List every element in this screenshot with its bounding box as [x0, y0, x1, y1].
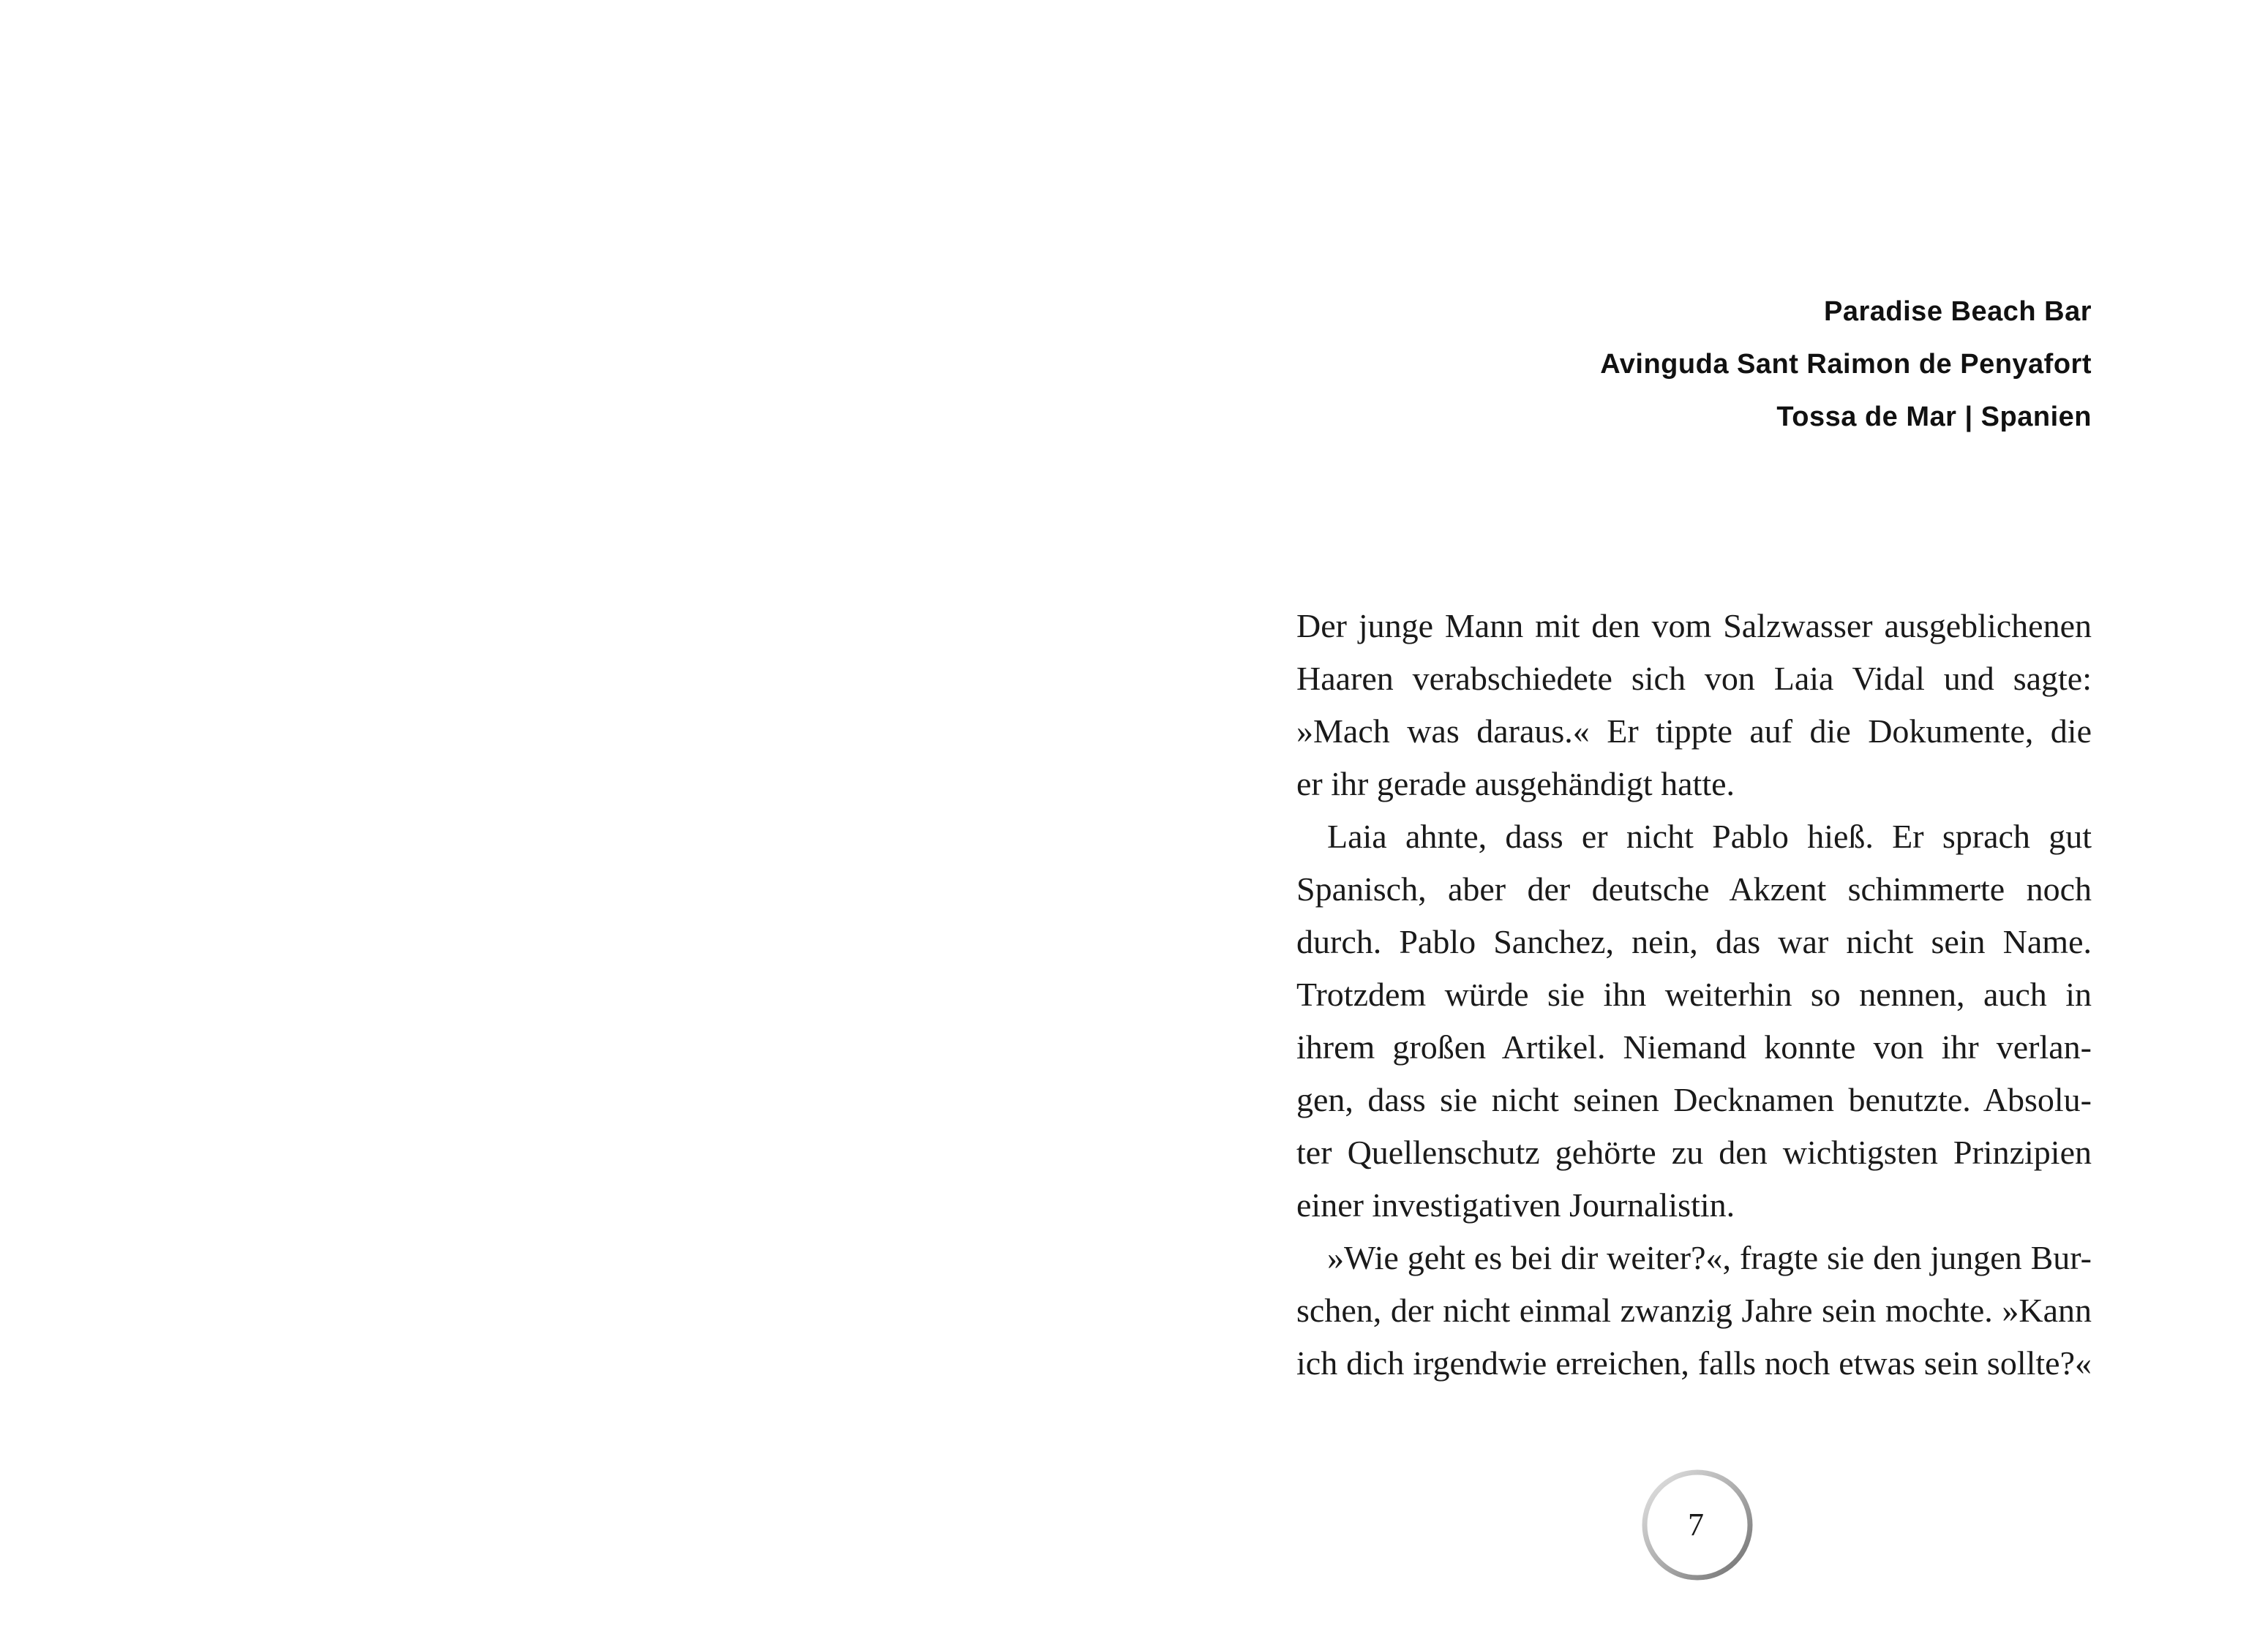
text-line: schen, der nicht einmal zwanzig Jahre sein mochte. »Kann	[1296, 1292, 2092, 1329]
text-line: »Mach was daraus.« Er tippte auf die Dokumente, die	[1296, 712, 2092, 750]
text-line: Der junge Mann mit den vom Salzwasser ausgeblichenen	[1296, 607, 2092, 644]
text-line: einer investigativen Journalistin.	[1296, 1186, 1735, 1224]
right-page	[1134, 0, 2268, 1642]
text-line: durch. Pablo Sanchez, nein, das war nicht sein Name.	[1296, 923, 2092, 960]
text-line: Spanisch, aber der deutsche Akzent schimmerte noch	[1296, 870, 2092, 908]
text-line: ter Quellenschutz gehörte zu den wichtigsten Prinzipien	[1296, 1134, 2092, 1171]
text-line: gen, dass sie nicht seinen Decknamen benutzte. Absolu-	[1296, 1081, 2092, 1118]
location-header	[1295, 285, 2092, 443]
page-number: 7	[1688, 1507, 1704, 1543]
text-line: Trotzdem würde sie ihn weiterhin so nennen, auch in	[1296, 976, 2092, 1013]
text-line: »Wie geht es bei dir weiter?«, fragte sie den jungen Bur-	[1327, 1239, 2092, 1276]
text-line: Laia ahnte, dass er nicht Pablo hieß. Er sprach gut	[1327, 818, 2092, 855]
location-city-country: Tossa de Mar | Spanien	[1776, 402, 2092, 432]
text-line: Haaren verabschiedete sich von Laia Vidal und sagte:	[1296, 660, 2092, 697]
chapter-body-text	[1296, 600, 2092, 1390]
text-line: ihrem großen Artikel. Niemand konnte von ihr verlan-	[1296, 1028, 2092, 1066]
page-number-badge	[1639, 1466, 1756, 1583]
text-line: er ihr gerade ausgehändigt hatte.	[1296, 765, 1735, 802]
location-venue: Paradise Beach Bar	[1824, 296, 2092, 327]
location-street: Avinguda Sant Raimon de Penyafort	[1600, 349, 2092, 380]
text-line: ich dich irgendwie erreichen, falls noch etwas sein sollte?«	[1296, 1344, 2092, 1382]
